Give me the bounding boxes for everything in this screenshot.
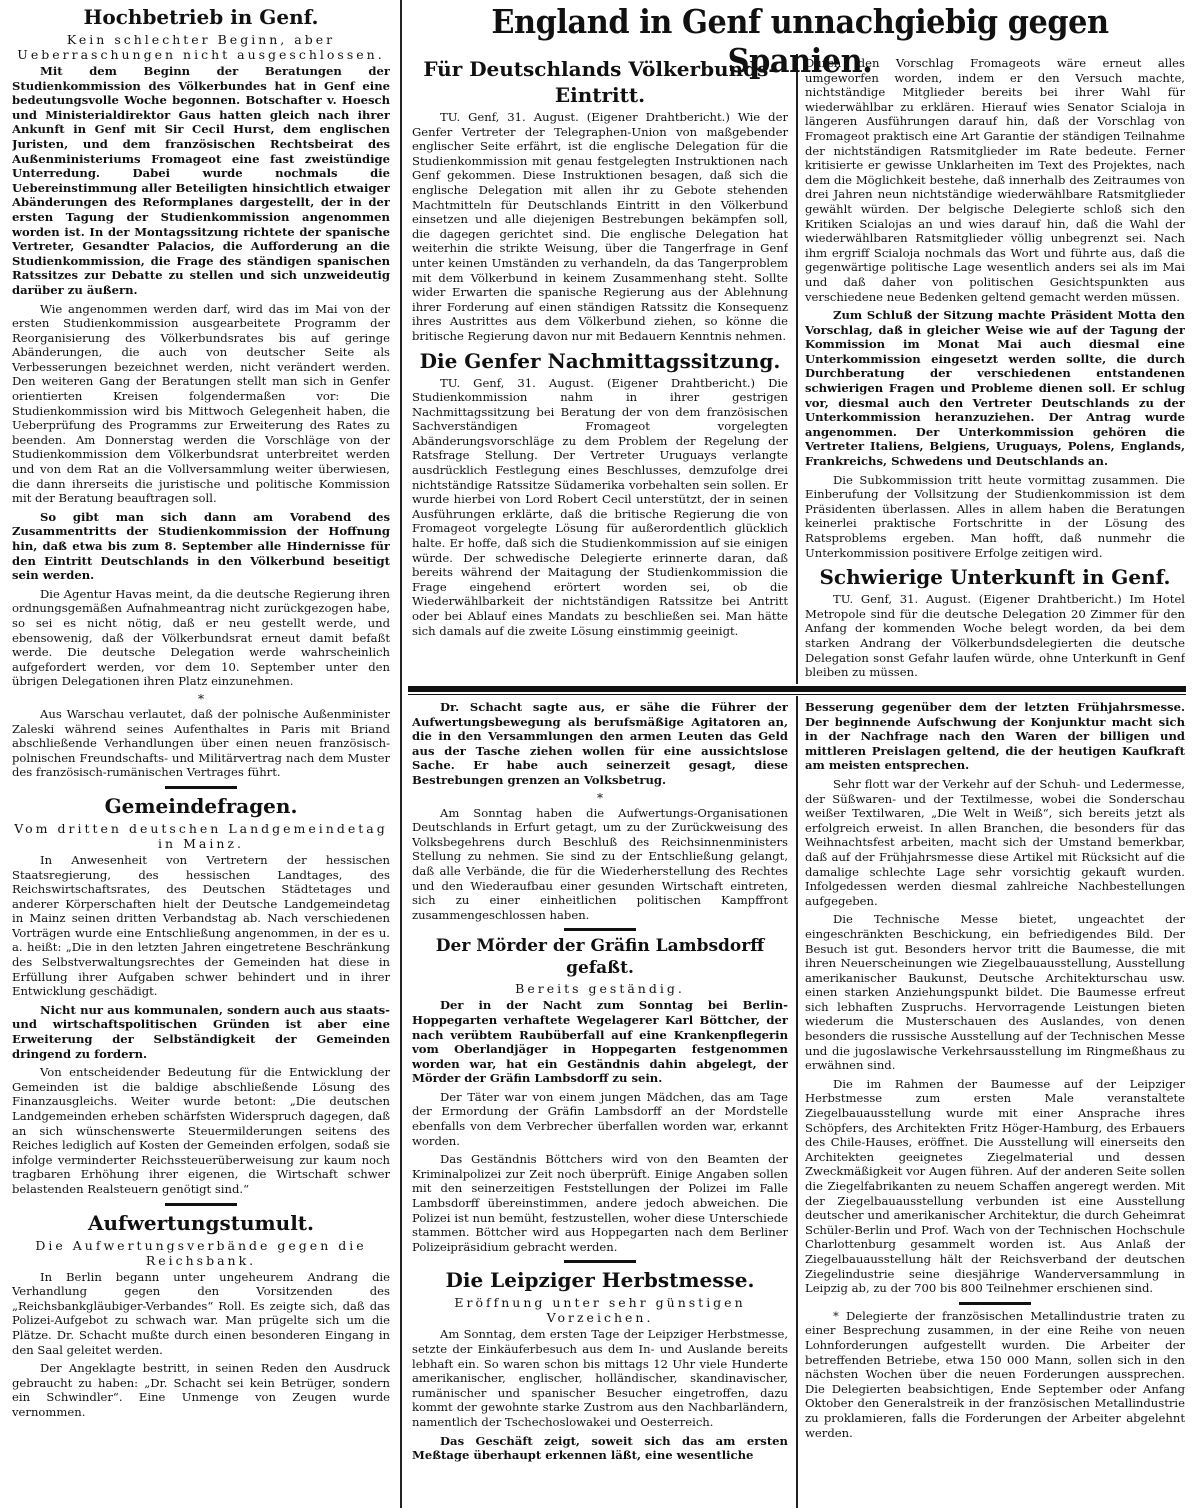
divider — [165, 1203, 237, 1206]
article-voelkerbunds-eintritt — [412, 56, 788, 344]
divider — [165, 786, 237, 789]
divider — [564, 928, 636, 931]
paragraph: Wie angenommen werden darf, wird das im Mai von der ersten Studienkommission ausgearbeitete Programm der Reorganisierung des Völkerbundsrates bis auf geringe Abänderungen, die auch von deutscher Seite als Verbesserungen bezeichnet werden, nicht verändert werden. Den weiteren Gang der Beratungen stellt man sich in Genfer orientierten Kreisen folgendermaßen vor: Die Studienkommission wird bis Mittwoch Gelegenheit haben, die Ueberprüfung des Programms zur Erweiterung des Rates zu beenden. Am Donnerstag werden die Vorschläge von der Studienkommission dem Völkerbundsrat unterbreitet werden und von dem Rat an die Vollversammlung weiter überwiesen, die dann ihrerseits die juristische und politische Kommission mit der Beratung beauftragen soll. — [12, 301, 390, 506]
column-2-top — [412, 56, 788, 682]
column-rule-3 — [796, 696, 798, 1508]
paragraph: Am Sonntag, dem ersten Tage der Leipziger Herbstmesse, setzte der Einkäuferbesuch aus dem In- und Auslande bereits lebhaft ein. So waren schon bis mittags 12 Uhr viele Hunderte amerikanischer, englischer, holländischer, skandinavischer, rumänischer und spanischer Besucher eingetroffen, dazu kommt der gewohnte starke Zustrom aus den Nachbarländern, namentlich der Tschechoslowakei und Oesterreich. — [412, 1327, 788, 1429]
paragraph: Die Agentur Havas meint, da die deutsche Regierung ihren ordnungsgemäßen Aufnahmeantrag nicht zurückgezogen habe, so sei es nicht nötig, daß er neu gestellt werde, und ebensowenig, daß der Völkerbundsrat erneut damit befaßt werde. Die deutsche Delegation werde wahrscheinlich aufgefordert werden, vor dem 10. September unter den übrigen Delegationen ihren Platz einzunehmen. — [12, 586, 390, 689]
paragraph: Das Geschäft zeigt, soweit sich das am ersten Meßtage überhaupt erkennen läßt, eine wesentliche — [412, 1433, 788, 1463]
article-unterkunft — [805, 564, 1185, 680]
section-rule-thin — [408, 694, 1186, 695]
article-subtitle: Kein schlechter Beginn, aber Ueberraschungen nicht ausgeschlossen. — [17, 32, 385, 62]
article-title: Schwierige Unterkunft in Genf. — [819, 565, 1171, 590]
paragraph: Die im Rahmen der Baumesse auf der Leipziger Herbstmesse zum ersten Male veranstaltete Ziegelbauausstellung wurde mit einer Ansprache ihres Schöpfers, des Architekten Fritz Höger-Hamburg, des Erbauers des Chile-Hauses, eröffnet. Die Ausstellung will einerseits den Architekten geeignetes Ziegelmaterial und dessen Zweckmäßigkeit vor Augen führen. Auf der anderen Seite sollen die Ziegelfabrikanten zu neuem Schaffen angeregt werden. Mit der Ziegelbauausstellung verbunden ist eine Ausstellung deutscher und amerikanischer Architektur, die durch Geheimrat Schüler-Berlin und Prof. Wach von der Technischen Hochschule Charlottenburg gesammelt worden ist. Aus Anlaß der Ziegelbauausstellung hält der Reichsverband der deutschen Ziegelindustrie seine diesjährige Wanderversammlung in Leipzig ab, zu der 700 bis 800 Teilnehmer erschienen sind. — [805, 1076, 1185, 1296]
paragraph: Durch den Vorschlag Fromageots wäre erneut alles umgeworfen worden, indem er den Versuch machte, nichtständige Mitglieder bereits bei ihrer Wahl für wiederwählbar zu erklären. Hierauf wies Senator Scialoja in längeren Ausführungen darauf hin, daß der Vorschlag von Fromageot praktisch eine Art Garantie der ständigen Teilnahme der nichtständigen Ratsmitglieder im Rate bedeute. Ferner kritisierte er gewisse Unklarheiten im Text des Projektes, nach dem die Möglichkeit bestehe, daß innerhalb des Zeitraumes von drei Jahren neun nichtständige wiederwählbare Ratsmitglieder gewählt würden. Der belgische Delegierte schloß sich den Kritiken Scialojas an und wies darauf hin, daß die Wahl der wiederwählbaren Ratsmitglieder völlig unbegrenzt sei. Nach ihm ergriff Scialoja nochmals das Wort und führte aus, daß die gegenwärtige politische Lage wesentlich anders sei als im Mai und daß daher von politischen Gesichtspunkten aus verschiedene neue Bedenken geltend gemacht werden müssen. — [805, 56, 1185, 304]
paragraph: Zum Schluß der Sitzung machte Präsident Motta den Vorschlag, daß in gleicher Weise wie auf der Tagung der Kommission im Monat Mai auch diesmal eine Unterkommission eingesetzt werden sollte, die durch Durchberatung der verschiedenen entstandenen schwierigen Fragen und Probleme dienen soll. Er schlug vor, diesmal auch den Vertreter Deutschlands zu der Unterkommission heranzuziehen. Der Antrag wurde angenommen. Der Unterkommission gehören die Vertreter Italiens, Belgiens, Uruguays, Polens, Englands, Frankreichs, Schwedens und Deutschlands an. — [805, 308, 1185, 469]
column-1 — [12, 4, 390, 1504]
column-rule-2 — [796, 54, 798, 684]
article-lambsdorff — [412, 935, 788, 1254]
article-aufwertungstumult — [12, 1210, 390, 1420]
article-nachmittagssitzung — [412, 348, 788, 639]
paragraph: TU. Genf, 31. August. (Eigener Drahtbericht.) Die Studienkommission nahm in ihrer gestrigen Nachmittagssitzung bei Beratung der von dem französischen Sachverständigen Fromageot vorgelegten Abänderungsvorschläge zu dem Problem der Regelung der Ratsfrage Stellung. Der Vertreter Uruguays verlangte ausdrücklich Festlegung eines Beschlusses, demzufolge drei nichtständige Ratssitze Südamerika vorbehalten sein sollen. Er wurde hierbei von Lord Robert Cecil unterstützt, der in seinen Ausführungen erklärte, daß die britische Regierung die von Fromageot vorgelegte Lösung für außerordentlich glücklich halte. Er hoffe, daß sich die Studienkommission auf sie einigen würde. Der schwedische Delegierte erinnerte daran, daß bereits während der Maitagung der Studienkommission die Frage eingehend erörtert worden sei, ob die Wiederwählbarkeit der nichtständigen Ratssitze bei Antritt oder bei Ablauf eines Mandats zu beschließen sei. Man hätte sich damals auf die zweite Lösung einstimmig geeinigt. — [412, 375, 788, 638]
paragraph: Dr. Schacht sagte aus, er sähe die Führer der Aufwertungsbewegung als berufsmäßige Agitatoren an, die in den Versammlungen den armen Leuten das Geld aus der Tasche ziehen wollen für eine aussichtslose Sache. Er habe auch seinerzeit gesagt, diese Bestrebungen grenzen an Volksbetrug. — [412, 700, 788, 787]
paragraph: * Delegierte der französischen Metallindustrie traten zu einer Besprechung zusammen, in der eine Reihe von neuen Lohnforderungen aufgestellt wurden. Die Arbeiter der betreffenden Betriebe, etwa 150 000 Mann, sollen sich in den nächsten Wochen über die neuen Forderungen aussprechen. Die Delegierten beabsichtigen, Ende September oder Anfang Oktober den Generalstreik in der französischen Metallindustrie zu proklamieren, falls die Forderungen der Arbeiter abgelehnt werden. — [805, 1308, 1185, 1440]
column-rule-1 — [400, 0, 402, 1508]
paragraph: Aus Warschau verlautet, daß der polnische Außenminister Zaleski während seines Aufenthaltes in Paris mit Briand abschließende Verhandlungen über einen neuen französisch-polnischen Freundschafts- und Militärvertrag nach dem Muster des französisch-rumänischen Vertrages führt. — [12, 706, 390, 780]
article-gemeindefragen — [12, 793, 390, 1197]
section-rule-heavy — [408, 686, 1186, 692]
column-3-bottom — [805, 700, 1185, 1500]
article-title: Die Leipziger Herbstmesse. — [445, 1268, 755, 1293]
divider — [959, 1302, 1031, 1305]
separator-star: * — [198, 691, 204, 706]
article-title: Für Deutschlands Völkerbunds-Eintritt. — [423, 57, 777, 107]
divider — [564, 1260, 636, 1263]
main-headline: England in Genf unnachgiebig gegen Spanien. — [491, 2, 1109, 80]
separator-star: * — [597, 790, 603, 805]
paragraph: Der Angeklagte bestritt, in seinen Reden den Ausdruck gebraucht zu haben: „Dr. Schacht sei kein Betrüger, sondern ein Schwindler“. Eine Unmenge von Zeugen wurde vernommen. — [12, 1361, 390, 1419]
article-subtitle: Die Aufwertungsverbände gegen die Reichsbank. — [35, 1237, 367, 1268]
article-hochbetrieb — [12, 4, 390, 780]
paragraph: TU. Genf, 31. August. (Eigener Drahtbericht.) Im Hotel Metropole sind für die deutsche Delegation 20 Zimmer für den Anfang der kommenden Woche belegt worden, da bei dem starken Andrang der Völkerbundsdelegierten die deutsche Delegation sonst Gefahr laufen würde, ohne Unterkunft in Genf bleiben zu müssen. — [805, 592, 1185, 680]
paragraph: TU. Genf, 31. August. (Eigener Drahtbericht.) Wie der Genfer Vertreter der Telegraphen-Union von maßgebender englischer Seite erfährt, ist die englische Delegation für die Studienkommission mit genau festgelegten Instruktionen nach Genf gekommen. Diese Instruktionen besagen, daß sich die englische Delegation mit allen ihr zu Gebote stehenden Machtmitteln für Deutschlands Eintritt in den Völkerbund einsetzen und alle diejenigen Bestrebungen bekämpfen soll, die dagegen gerichtet sind. Die englische Delegation hat weiterhin die strikte Weisung, über die Tangerfrage in Genf unter keinen Umständen zu verhandeln, da das Tangerproblem mit dem Völkerbund in keinem Zusammenhang steht. Sollte wider Erwarten die spanische Regierung aus der Ablehnung ihrer Forderung auf einen ständigen Ratssitz die Konsequenz ihres Austrittes aus dem Völkerbund ziehen, so könne die britische Regierung davon nur mit Bedauern Kenntnis nehmen. — [412, 110, 788, 343]
paragraph: Am Sonntag haben die Aufwertungs-Organisationen Deutschlands in Erfurt getagt, um zu der Zurückweisung des Volksbegehrens durch Beschluß des Reichsinnenministers Stellung zu nehmen. Sie sind zu der Entschließung gelangt, daß alle Verbände, die für die Wiederherstellung des Rechtes und den Wiederaufbau einer gesunden Wirtschaft eintreten, sich zu einer einheitlichen politischen Kampffront zusammengeschlossen haben. — [412, 805, 788, 922]
article-subtitle: Eröffnung unter sehr günstigen Vorzeichen. — [454, 1295, 746, 1326]
paragraph: Der in der Nacht zum Sonntag bei Berlin-Hoppegarten verhaftete Wegelagerer Karl Böttcher, der nach verübtem Raubüberfall auf eine Krankenpflegerin vom Oberlandjäger in Hoppegarten festgenommen worden war, hat ein Geständnis dahin abgelegt, der Mörder der Gräfin Lambsdorff zu sein. — [412, 998, 788, 1086]
paragraph: In Berlin begann unter ungeheurem Andrang die Verhandlung gegen den Vorsitzenden des „Reichsbankgläubiger-Verbandes“ Roll. Es zeigte sich, daß das Polizei-Aufgebot zu schwach war. Man prügelte sich um die Plätze. Dr. Schacht mußte durch einen besonderen Eingang in den Saal geleitet werden. — [12, 1269, 390, 1357]
paragraph: So gibt man sich dann am Vorabend des Zusammentritts der Studienkommission der Hoffnung hin, daß etwa bis zum 8. September alle Hindernisse für den Eintritt Deutschlands in den Völkerbund beseitigt sein werden. — [12, 509, 390, 583]
paragraph: Die Technische Messe bietet, ungeachtet der eingeschränkten Beschickung, ein befriedigendes Bild. Der Besuch ist gut. Besonders hervor tritt die Baumesse, die mit ihren Neuerscheinungen wie Ziegelbauausstellung, Ausstellung amerikanischer Baukunst, Deutsche Architekturschau usw. einen starken Anziehungspunkt bildet. Die Baumesse erfreut sich lebhaften Zuspruchs. Hervorragende Leistungen bieten wiederum die Musterschauen des Auslandes, von denen besonders die russische Ausstellung auf der Technischen Messe und die jugoslawische Verkehrsausstellung im Ringmeßhaus zu erwähnen sind. — [805, 912, 1185, 1073]
paragraph: Nicht nur aus kommunalen, sondern auch aus staats- und wirtschaftspolitischen Gründen ist aber eine Erweiterung der Selbständigkeit der Gemeinden dringend zu fordern. — [12, 1002, 390, 1061]
article-subtitle: Vom dritten deutschen Landgemeindetag in Mainz. — [14, 820, 388, 851]
article-subtitle: Bereits geständig. — [515, 981, 685, 997]
paragraph: Sehr flott war der Verkehr auf der Schuh- und Ledermesse, der Süßwaren- und der Textilmesse, wobei die Sonderschau weißer Textilwaren, „Die Welt in Weiß“, sich bereits jetzt als erfolgreich erweist. In allen Branchen, die besonders für das Weihnachtsfest arbeiten, macht sich der Umstand bemerkbar, daß auf der Frühjahrsmesse diese Artikel mit Rücksicht auf die damalige schlechte Lage sehr vorsichtig gekauft wurden. Infolgedessen werden diesmal zahlreiche Nachbestellungen aufgegeben. — [805, 776, 1185, 908]
article-title: Hochbetrieb in Genf. — [83, 5, 319, 29]
article-title: Der Mörder der Gräfin Lambsdorff gefaßt. — [435, 936, 765, 979]
column-2-bottom — [412, 700, 788, 1500]
article-title: Aufwertungstumult. — [88, 1210, 314, 1235]
article-title: Gemeindefragen. — [104, 793, 298, 818]
paragraph: Die Subkommission tritt heute vormittag zusammen. Die Einberufung der Vollsitzung der Studienkommission ist dem Präsidenten überlassen. Alles in allem haben die Beratungen keinerlei praktische Fortschritte in der Lösung des Ratsproblems ergeben. Man hofft, daß nunmehr die Unterkommission positivere Erfolge zeitigen wird. — [805, 472, 1185, 560]
paragraph: Das Geständnis Böttchers wird von den Beamten der Kriminalpolizei zur Zeit noch überprüft. Einige Angaben sollen mit den seinerzeitigen Feststellungen der Polizei im Falle Lambsdorff übereinstimmen, andere jedoch abweichen. Die Polizei ist nun bemüht, festzustellen, woher diese Unterschiede stammen. Böttcher wird aus Hoppegarten nach dem Berliner Polizeipräsidium gebracht werden. — [412, 1152, 788, 1254]
article-title: Die Genfer Nachmittagssitzung. — [419, 348, 781, 373]
paragraph: Von entscheidender Bedeutung für die Entwicklung der Gemeinden ist die baldige abschließende Lösung des Finanzausgleichs. Weiter wurde betont: „Die deutschen Landgemeinden erheben schärfsten Widerspruch dagegen, daß an sich wünschenswerte Steuermilderungen seitens des Reiches lediglich auf Kosten der Gemeinden erfolgen, sodaß sie infolge verminderter Reichssteuerüberweisung zur kaum noch tragbaren Erhöhung ihrer eigenen, die Wirtschaft schwer belastenden Realsteuern genötigt sind.“ — [12, 1065, 390, 1196]
article-herbstmesse — [412, 1267, 788, 1462]
paragraph: Mit dem Beginn der Beratungen der Studienkommission des Völkerbundes hat in Genf eine bedeutungsvolle Woche begonnen. Botschafter v. Hoesch und Ministerialdirektor Gaus hatten gleich nach ihrer Ankunft in Genf mit Sir Cecil Hurst, dem englischen Juristen, und dem französischen Rechtsbeirat des Außenministeriums Fromageot eine fast zweistündige Unterredung. Dabei wurde nochmals die Uebereinstimmung aller Beteiligten hinsichtlich etwaiger Abänderungen des Reformplanes dargestellt, der in der ersten Tagung der Studienkommission angenommen worden ist. In der Montagssitzung richtete der spanische Vertreter, Gesandter Palacios, die Aufforderung an die Studienkommission, die Frage des ständigen spanischen Ratssitzes zur Debatte zu stellen und sich unzweideutig darüber zu äußern. — [12, 64, 390, 297]
paragraph: Besserung gegenüber dem der letzten Frühjahrsmesse. Der beginnende Aufschwung der Konjunktur macht sich in der Nachfrage nach den Waren der billigen und mittleren Preislagen geltend, die der heutigen Kaufkraft am meisten entsprechen. — [805, 700, 1185, 773]
column-3-top — [805, 56, 1185, 682]
paragraph: In Anwesenheit von Vertretern der hessischen Staatsregierung, des hessischen Landtages, des Reichswirtschaftsrates, des Deutschen Städtetages und anderer Körperschaften hielt der Deutsche Landgemeindetag in Mainz seinen dritten Verbandstag ab. Nach verschiedenen Vorträgen wurde eine Entschließung angenommen, in der es u. a. heißt: „Die in den letzten Jahren eingetretene Beschränkung des Selbstverwaltungsrechtes der Gemeinden hat diese in Erfüllung ihrer Aufgaben schwer behindert und in ihrer Entwicklung geschädigt. — [12, 852, 390, 999]
paragraph: Der Täter war von einem jungen Mädchen, das am Tage der Ermordung der Gräfin Lambsdorff an der Mordstelle ebenfalls von dem Verbrecher überfallen worden war, erkannt worden. — [412, 1089, 788, 1148]
